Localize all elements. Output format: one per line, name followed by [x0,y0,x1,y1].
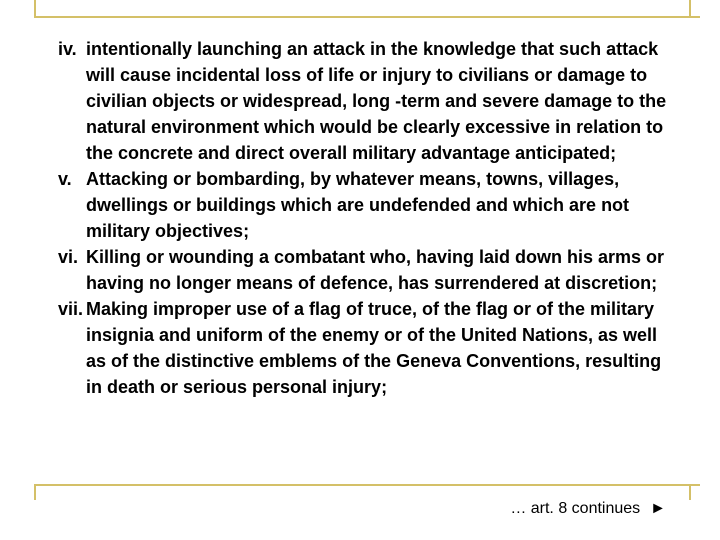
item-text: Making improper use of a flag of truce, of the flag or of the military insignia and uniform of the enemy or of the United Nations, as well as of the distinctive emblems of the Geneva Conventions, resulting in death or serious personal injury; [86,299,662,397]
item-text: Attacking or bombarding, by whatever means, towns, villages, dwellings or buildings which are undefended and which are not military objectives; [86,169,630,241]
frame-tick-top-left [34,0,36,16]
frame-rule-bottom [34,484,700,486]
frame-tick-bottom-right [689,484,691,500]
frame-tick-bottom-left [34,484,36,500]
continuation-link[interactable] [510,500,666,518]
item-number: vi. [58,247,79,267]
article-list [58,36,676,400]
item-text: intentionally launching an attack in the knowledge that such attack will cause incidental loss of life or injury to civilians or damage to civilian objects or widespread, long -term and severe damage to the natural environment which would be clearly excessive in relation to the concrete and direct overall military advantage anticipated; [86,39,667,163]
item-number: iv. [58,39,77,59]
item-number: vii. [58,299,84,319]
continuation-text: … art. 8 continues [510,500,641,517]
item-text: Killing or wounding a combatant who, having laid down his arms or having no longer means of defence, has surrendered at discretion; [86,247,665,293]
frame-tick-top-right [689,0,691,16]
list-item-iv [58,36,676,166]
list-item-vii [58,296,676,400]
list-item-v [58,166,676,244]
frame-rule-top [34,16,700,18]
list-item-vi [58,244,676,296]
next-arrow-icon[interactable]: ► [650,500,666,517]
item-number: v. [58,169,72,189]
